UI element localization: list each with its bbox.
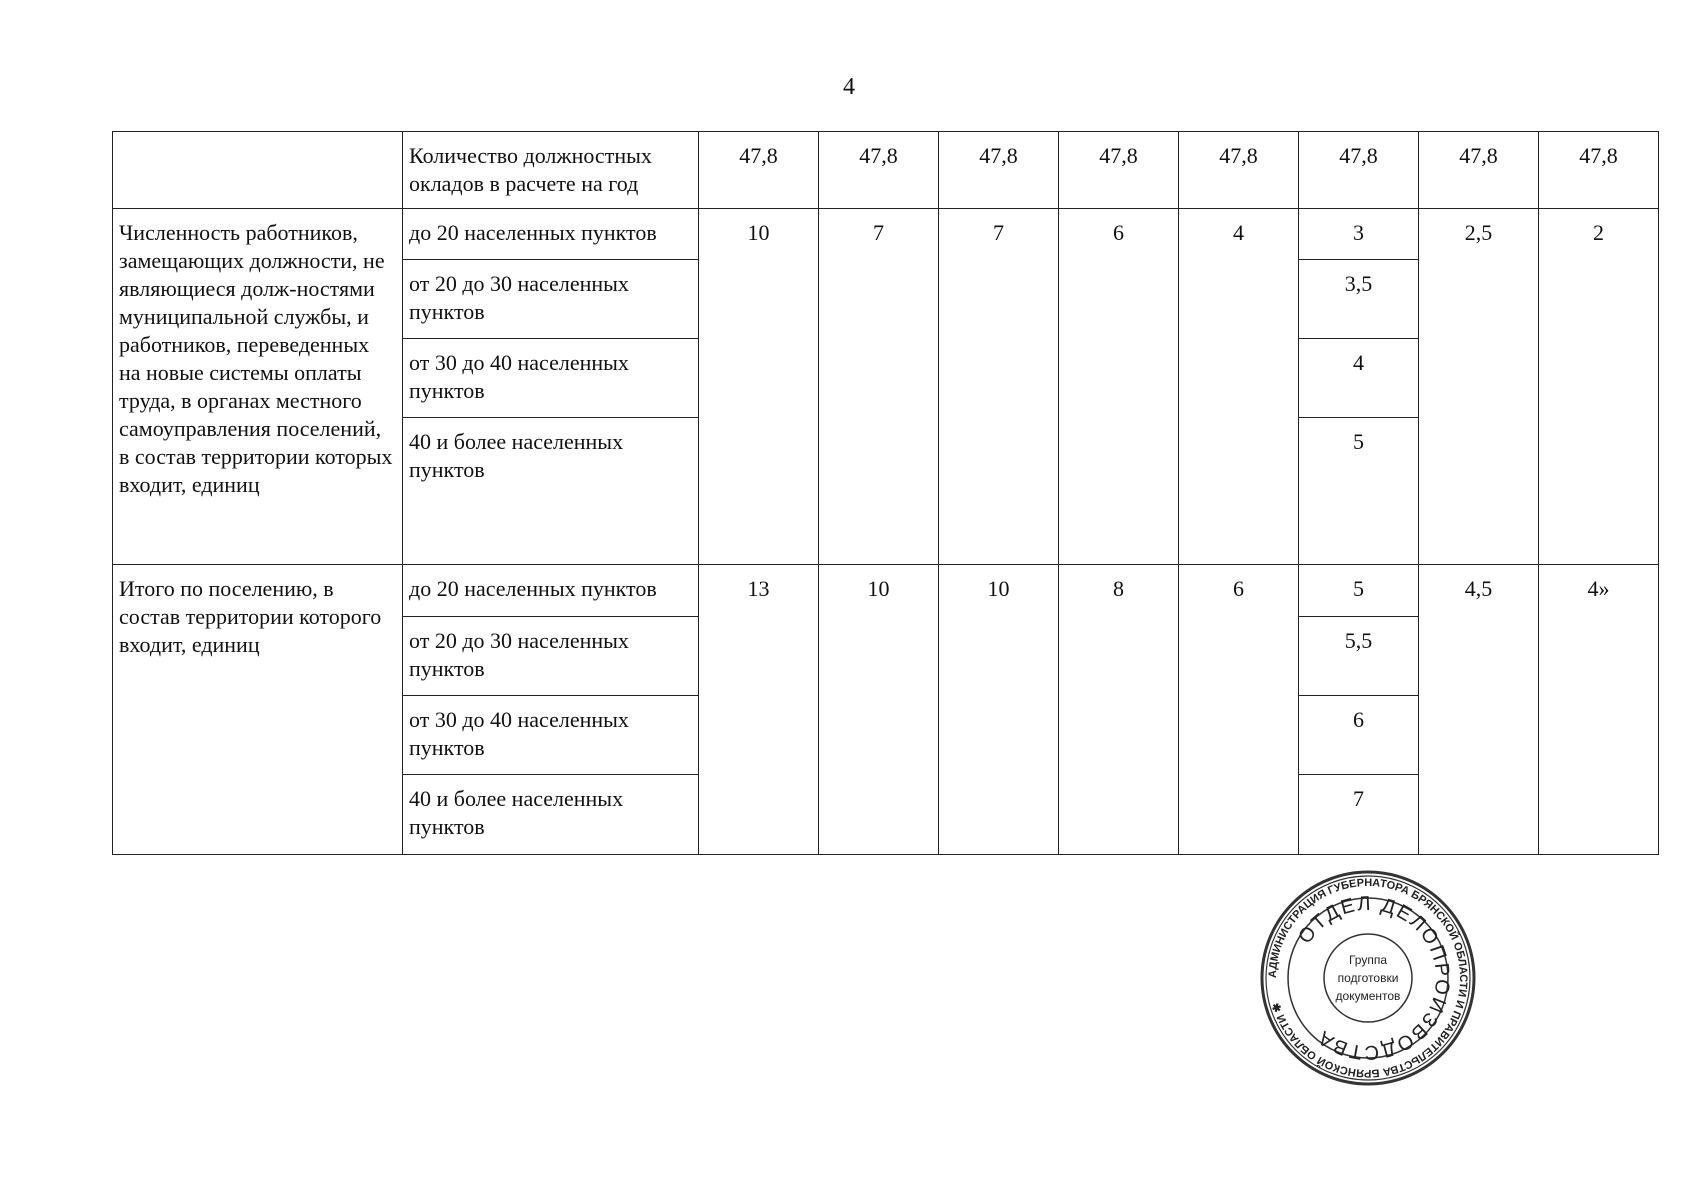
value-cell: 8 [1059,565,1179,855]
value-cell: 47,8 [1299,132,1419,209]
value-cell: 47,8 [1179,132,1299,209]
value-cell: 47,8 [699,132,819,209]
category-cell: от 20 до 30 населенных пунктов [403,617,699,696]
value-cell: 4 [1179,209,1299,565]
category-cell: от 30 до 40 населенных пунктов [403,696,699,775]
value-cell: 5 [1299,418,1419,565]
official-stamp [1258,868,1478,1088]
value-cell: 47,8 [819,132,939,209]
category-cell: Количество должностных окладов в расчете на год [403,132,699,209]
value-cell: 4» [1539,565,1659,855]
value-cell: 10 [699,209,819,565]
stamp-center-line2: подготовки [1337,971,1399,985]
value-cell: 10 [819,565,939,855]
value-cell: 5,5 [1299,617,1419,696]
table-row [113,132,1659,209]
stamp-center-line1: Группа [1348,953,1388,967]
category-cell: от 20 до 30 населенных пунктов [403,260,699,339]
table-row [113,209,1659,260]
value-cell: 47,8 [1419,132,1539,209]
table-row [113,565,1659,617]
value-cell: 3,5 [1299,260,1419,339]
page-number: 4 [843,74,855,100]
category-cell: от 30 до 40 населенных пунктов [403,339,699,418]
row-label [113,132,403,209]
value-cell: 2,5 [1419,209,1539,565]
value-cell: 47,8 [1539,132,1659,209]
value-cell: 6 [1299,696,1419,775]
value-cell: 7 [819,209,939,565]
value-cell: 7 [1299,775,1419,855]
stamp-outer-text: АДМИНИСТРАЦИЯ ГУБЕРНАТОРА БРЯНСКОЙ ОБЛАСТИ И ПРАВИТЕЛЬСТВА БРЯНСКОЙ ОБЛАСТИ ✱ [1266,876,1470,1080]
value-cell: 47,8 [939,132,1059,209]
value-cell: 3 [1299,209,1419,260]
stamp-ring-text: ОТДЕЛ ДЕЛОПРОИЗВОДСТВА [1294,892,1454,1064]
value-cell: 2 [1539,209,1659,565]
value-cell: 7 [939,209,1059,565]
group-label: Численность работников, замещающих должности, не являющиеся долж-ностями муниципальной службы, и работников, переведенных на новые системы оплаты труда, в органах местного самоуправления поселений, в состав территории которых входит, единиц [113,209,403,565]
value-cell: 10 [939,565,1059,855]
value-cell: 5 [1299,565,1419,617]
category-cell: 40 и более населенных пунктов [403,775,699,855]
value-cell: 13 [699,565,819,855]
value-cell: 6 [1059,209,1179,565]
allocation-table [112,131,1659,855]
value-cell: 47,8 [1059,132,1179,209]
category-cell: 40 и более населенных пунктов [403,418,699,565]
stamp-center-line3: документов [1335,989,1401,1003]
group-label: Итого по поселению, в состав территории которого входит, единиц [113,565,403,855]
value-cell: 4,5 [1419,565,1539,855]
category-cell: до 20 населенных пунктов [403,565,699,617]
category-cell: до 20 населенных пунктов [403,209,699,260]
value-cell: 6 [1179,565,1299,855]
value-cell: 4 [1299,339,1419,418]
